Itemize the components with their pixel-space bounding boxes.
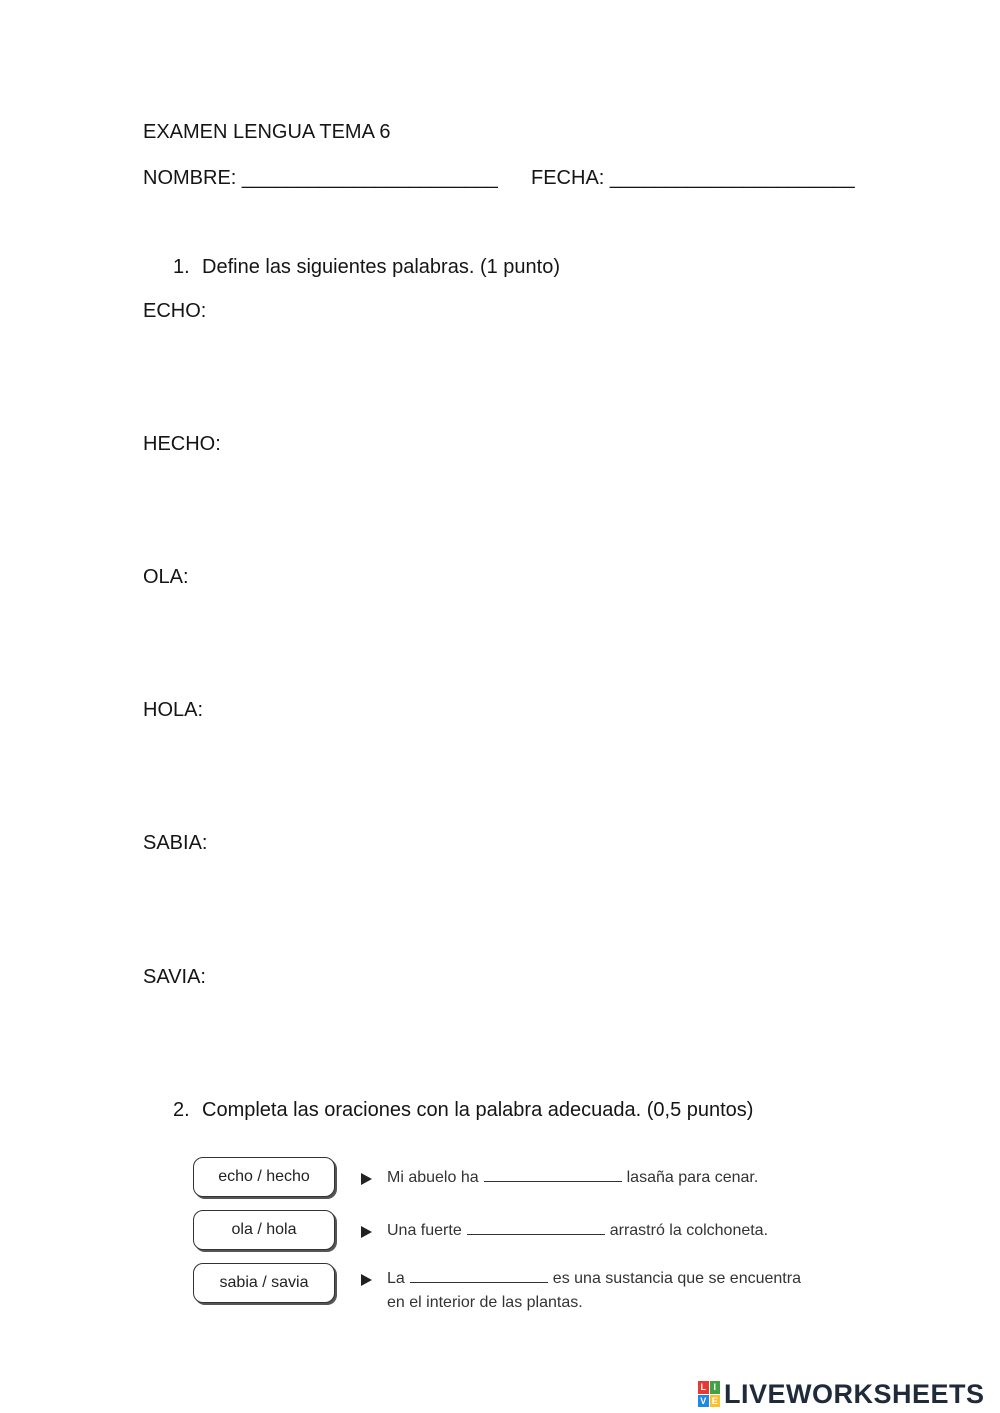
option-box: sabia / savia	[193, 1263, 335, 1303]
sentence-before: Una fuerte	[387, 1222, 462, 1239]
exam-title: EXAMEN LENGUA TEMA 6	[143, 121, 391, 143]
sentence	[387, 1268, 801, 1290]
word-echo: ECHO:	[143, 300, 207, 322]
logo-letter: L	[698, 1381, 709, 1394]
bullet-arrow-icon	[361, 1226, 372, 1238]
question-2-text: Completa las oraciones con la palabra adecuada. (0,5 puntos)	[202, 1099, 754, 1121]
bullet-arrow-icon	[361, 1173, 372, 1185]
word-hola: HOLA:	[143, 699, 204, 721]
answer-blank[interactable]	[410, 1268, 548, 1283]
fecha-field[interactable]: FECHA: ______________________	[531, 167, 855, 189]
sentence	[387, 1167, 758, 1189]
bullet-arrow-icon	[361, 1274, 372, 1286]
sentence-before: La	[387, 1270, 405, 1287]
sentence-line-2: en el interior de las plantas.	[387, 1294, 583, 1311]
sentence-after: lasaña para cenar.	[626, 1169, 759, 1186]
brand-name: LIVEWORKSHEETS	[724, 1378, 985, 1409]
word-savia: SAVIA:	[143, 966, 206, 988]
sentence-after: arrastró la colchoneta.	[609, 1222, 769, 1239]
word-sabia: SABIA:	[143, 832, 208, 854]
question-2-number: 2.	[173, 1099, 190, 1121]
logo-grid-icon	[698, 1381, 720, 1407]
word-ola: OLA:	[143, 566, 189, 588]
answer-blank[interactable]	[467, 1220, 605, 1235]
sentence-before: Mi abuelo ha	[387, 1169, 479, 1186]
question-1-text: Define las siguientes palabras. (1 punto)	[202, 256, 560, 278]
nombre-field[interactable]: NOMBRE: _______________________	[143, 167, 498, 189]
word-hecho: HECHO:	[143, 433, 221, 455]
option-box: echo / hecho	[193, 1157, 335, 1197]
sentence	[387, 1220, 768, 1242]
option-box: ola / hola	[193, 1210, 335, 1250]
logo-letter: E	[710, 1395, 721, 1408]
answer-blank[interactable]	[484, 1167, 622, 1182]
question-1-number: 1.	[173, 256, 190, 278]
logo-letter: I	[710, 1381, 721, 1394]
sentence-after: es una sustancia que se encuentra	[552, 1270, 801, 1287]
logo-letter: V	[698, 1395, 709, 1408]
liveworksheets-logo	[698, 1378, 985, 1410]
